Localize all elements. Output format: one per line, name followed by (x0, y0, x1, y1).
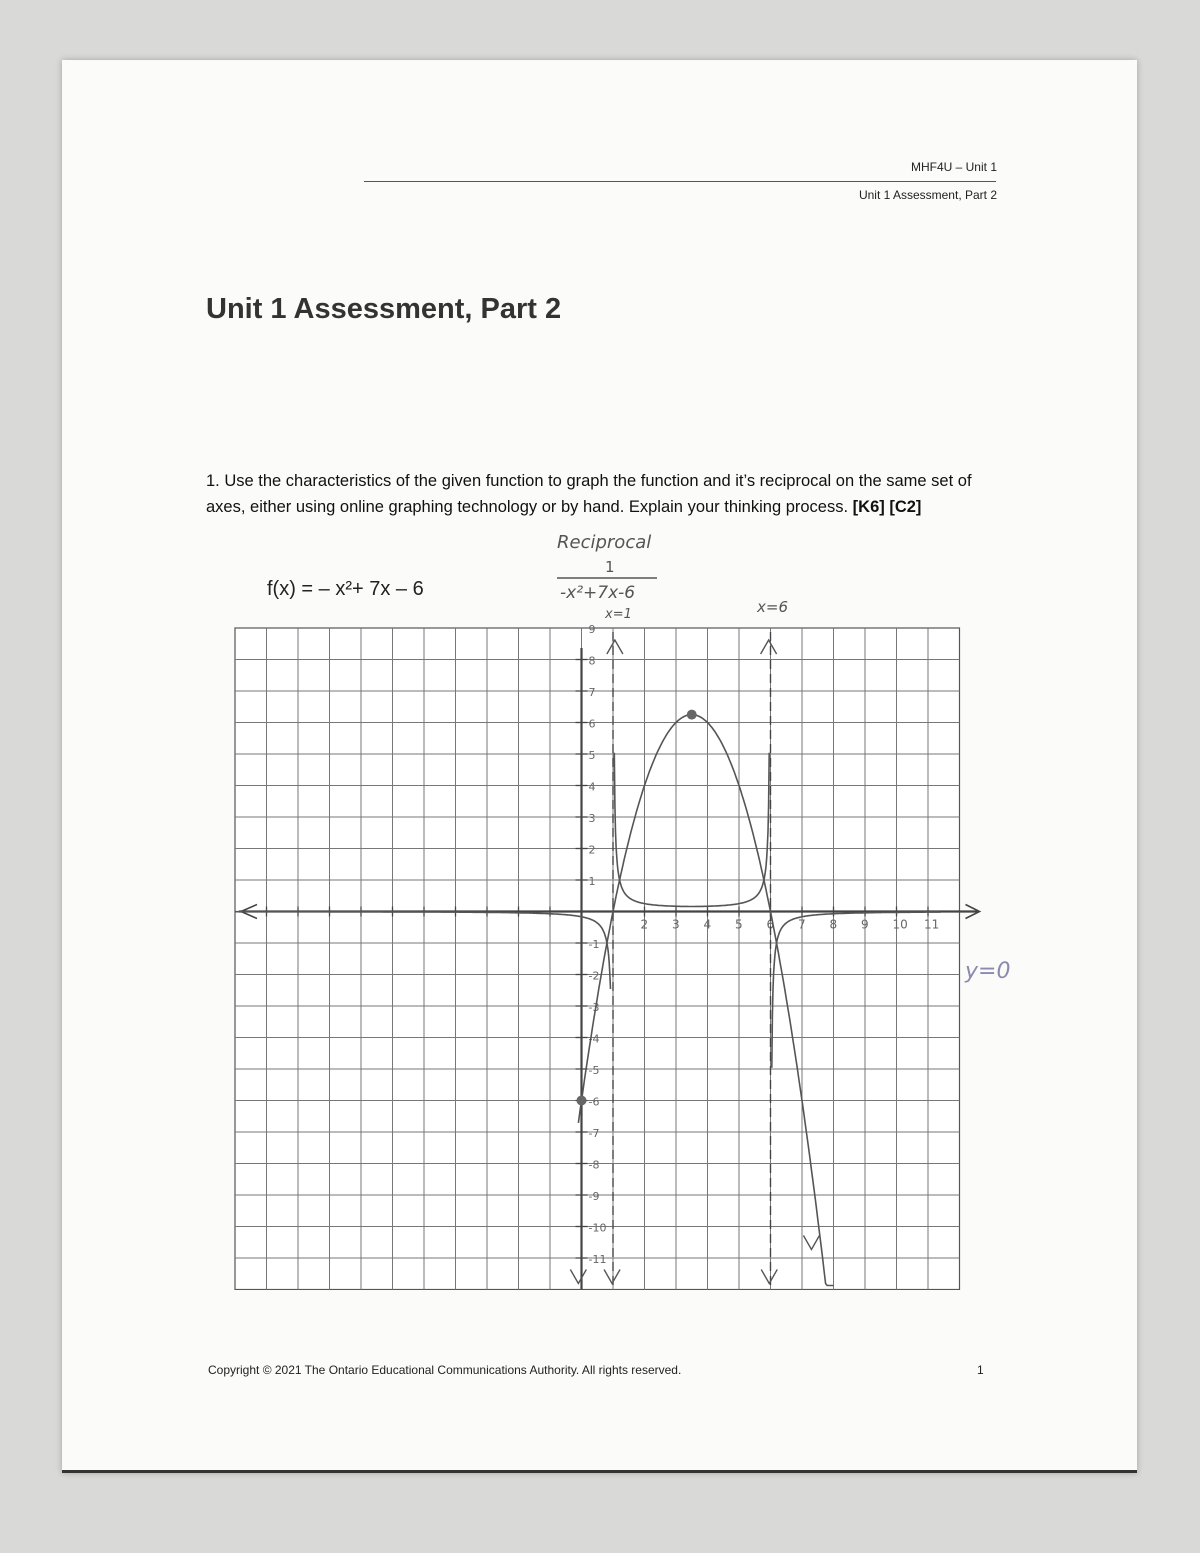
y-tick-label: 8 (588, 654, 596, 668)
header-subtitle: Unit 1 Assessment, Part 2 (858, 188, 997, 202)
y-tick-label: -8 (588, 1158, 600, 1172)
y-tick-label: 4 (588, 780, 596, 794)
y-tick-label: -2 (588, 969, 600, 983)
handwritten-numerator: 1 (605, 558, 615, 576)
handwritten-asymptote-x1: x=1 (605, 607, 632, 622)
y-tick-label: 5 (588, 749, 596, 762)
y-tick-label: 1 (588, 875, 596, 888)
graph-area (227, 530, 1017, 1290)
question-1 (206, 468, 976, 520)
x-tick-label: 5 (735, 917, 743, 932)
handwritten-asymptote-y0: y=0 (965, 959, 1011, 984)
y-tick-label: -4 (588, 1032, 600, 1046)
y-tick-label: 2 (588, 843, 596, 857)
header-course: MHF4U – Unit 1 (910, 160, 997, 174)
x-tick-label: 11 (924, 917, 940, 932)
y-tick-label: 6 (588, 717, 596, 731)
graph-grid (235, 628, 980, 1290)
x-tick-label: 9 (861, 917, 869, 932)
handwritten-asymptote-x6: x=6 (757, 598, 788, 616)
y-tick-label: -9 (588, 1190, 600, 1203)
page-number: 1 (977, 1363, 984, 1377)
handwritten-reciprocal-word: Reciprocal (557, 532, 652, 553)
y-tick-label: 3 (588, 812, 596, 825)
x-tick-label: 4 (703, 917, 712, 932)
question-text: 1. Use the characteristics of the given function to graph the function and it’s reciprocal on the same set of axes, either using online graphing technology or by hand. Explain your thinking process. (206, 472, 972, 516)
x-tick-label: 8 (829, 917, 838, 932)
x-tick-label: 10 (892, 917, 908, 932)
question-marks: [K6] [C2] (852, 498, 922, 516)
handwritten-denominator: -x²+7x-6 (560, 583, 636, 603)
y-tick-label: 7 (588, 686, 596, 699)
y-tick-label: -3 (588, 1001, 600, 1014)
y-tick-label: -1 (588, 938, 600, 951)
vertex-point (687, 710, 697, 720)
header-rule (364, 181, 996, 182)
x-tick-label: 6 (766, 917, 775, 932)
x-tick-label: 2 (640, 917, 649, 932)
y-tick-label: 9 (588, 623, 596, 636)
y-tick-label: -7 (588, 1127, 600, 1140)
y-tick-label: -11 (588, 1253, 607, 1266)
y-intercept-point (577, 1096, 587, 1106)
y-tick-label: -6 (588, 1095, 600, 1109)
x-tick-label: 7 (798, 917, 806, 932)
page-title: Unit 1 Assessment, Part 2 (206, 293, 562, 325)
function-label: f(x) = – x²+ 7x – 6 (267, 578, 424, 600)
y-tick-label: -10 (588, 1221, 607, 1235)
y-tick-label: -5 (588, 1064, 600, 1077)
worksheet-page (62, 60, 1137, 1473)
copyright-footer: Copyright © 2021 The Ontario Educational Communications Authority. All rights reserved. (208, 1363, 682, 1377)
x-tick-label: 3 (672, 917, 680, 932)
